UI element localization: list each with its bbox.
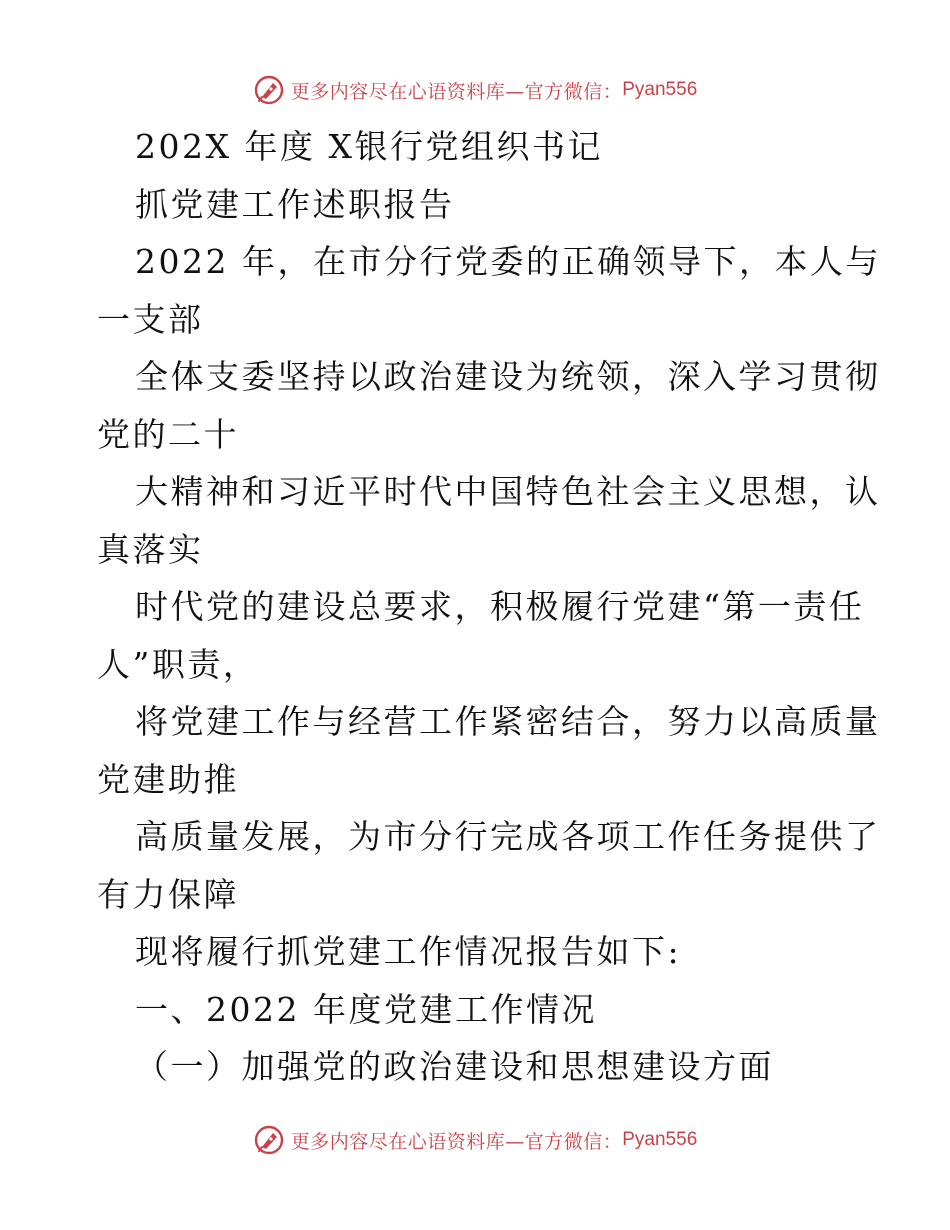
pen-nib-logo-icon — [253, 74, 285, 106]
watermark-header — [0, 70, 950, 110]
pen-nib-logo-icon — [253, 1124, 285, 1156]
document-line: 高质量发展，为市分行完成各项工作任务提供了 — [135, 817, 881, 856]
watermark-wechat-id: Pyan556 — [622, 1129, 698, 1150]
document-line: 将党建工作与经营工作紧密结合，努力以高质量 — [135, 702, 881, 741]
watermark-footer — [0, 1120, 950, 1160]
document-line: 一、2022 年度党建工作情况 — [135, 989, 597, 1029]
document-line: 党建助推 — [97, 759, 239, 799]
document-line: 大精神和习近平时代中国特色社会主义思想，认 — [135, 472, 881, 511]
watermark-text: 更多内容尽在心语资料库—官方微信： — [290, 80, 623, 103]
document-line: 人”职责， — [97, 644, 259, 684]
document-line: 时代党的建设总要求，积极履行党建“第一责任 — [135, 587, 865, 626]
document-line: 202X 年度 X银行党组织书记 — [135, 127, 603, 166]
document-line: 真落实 — [97, 529, 204, 569]
document-line: 有力保障 — [97, 874, 239, 914]
document-line: 一支部 — [97, 299, 204, 339]
document-line: 现将履行抓党建工作情况报告如下: — [135, 932, 682, 971]
document-line: 2022 年，在市分行党委的正确领导下，本人与 — [135, 242, 881, 281]
document-line: 抓党建工作述职报告 — [135, 184, 455, 224]
document-line: （一）加强党的政治建设和思想建设方面 — [135, 1047, 774, 1086]
watermark-text: 更多内容尽在心语资料库—官方微信： — [290, 1130, 623, 1153]
document-line: 全体支委坚持以政治建设为统领，深入学习贯彻 — [135, 357, 881, 396]
document-line: 党的二十 — [97, 414, 239, 454]
document-body — [97, 118, 881, 1096]
watermark-wechat-id: Pyan556 — [622, 79, 698, 100]
